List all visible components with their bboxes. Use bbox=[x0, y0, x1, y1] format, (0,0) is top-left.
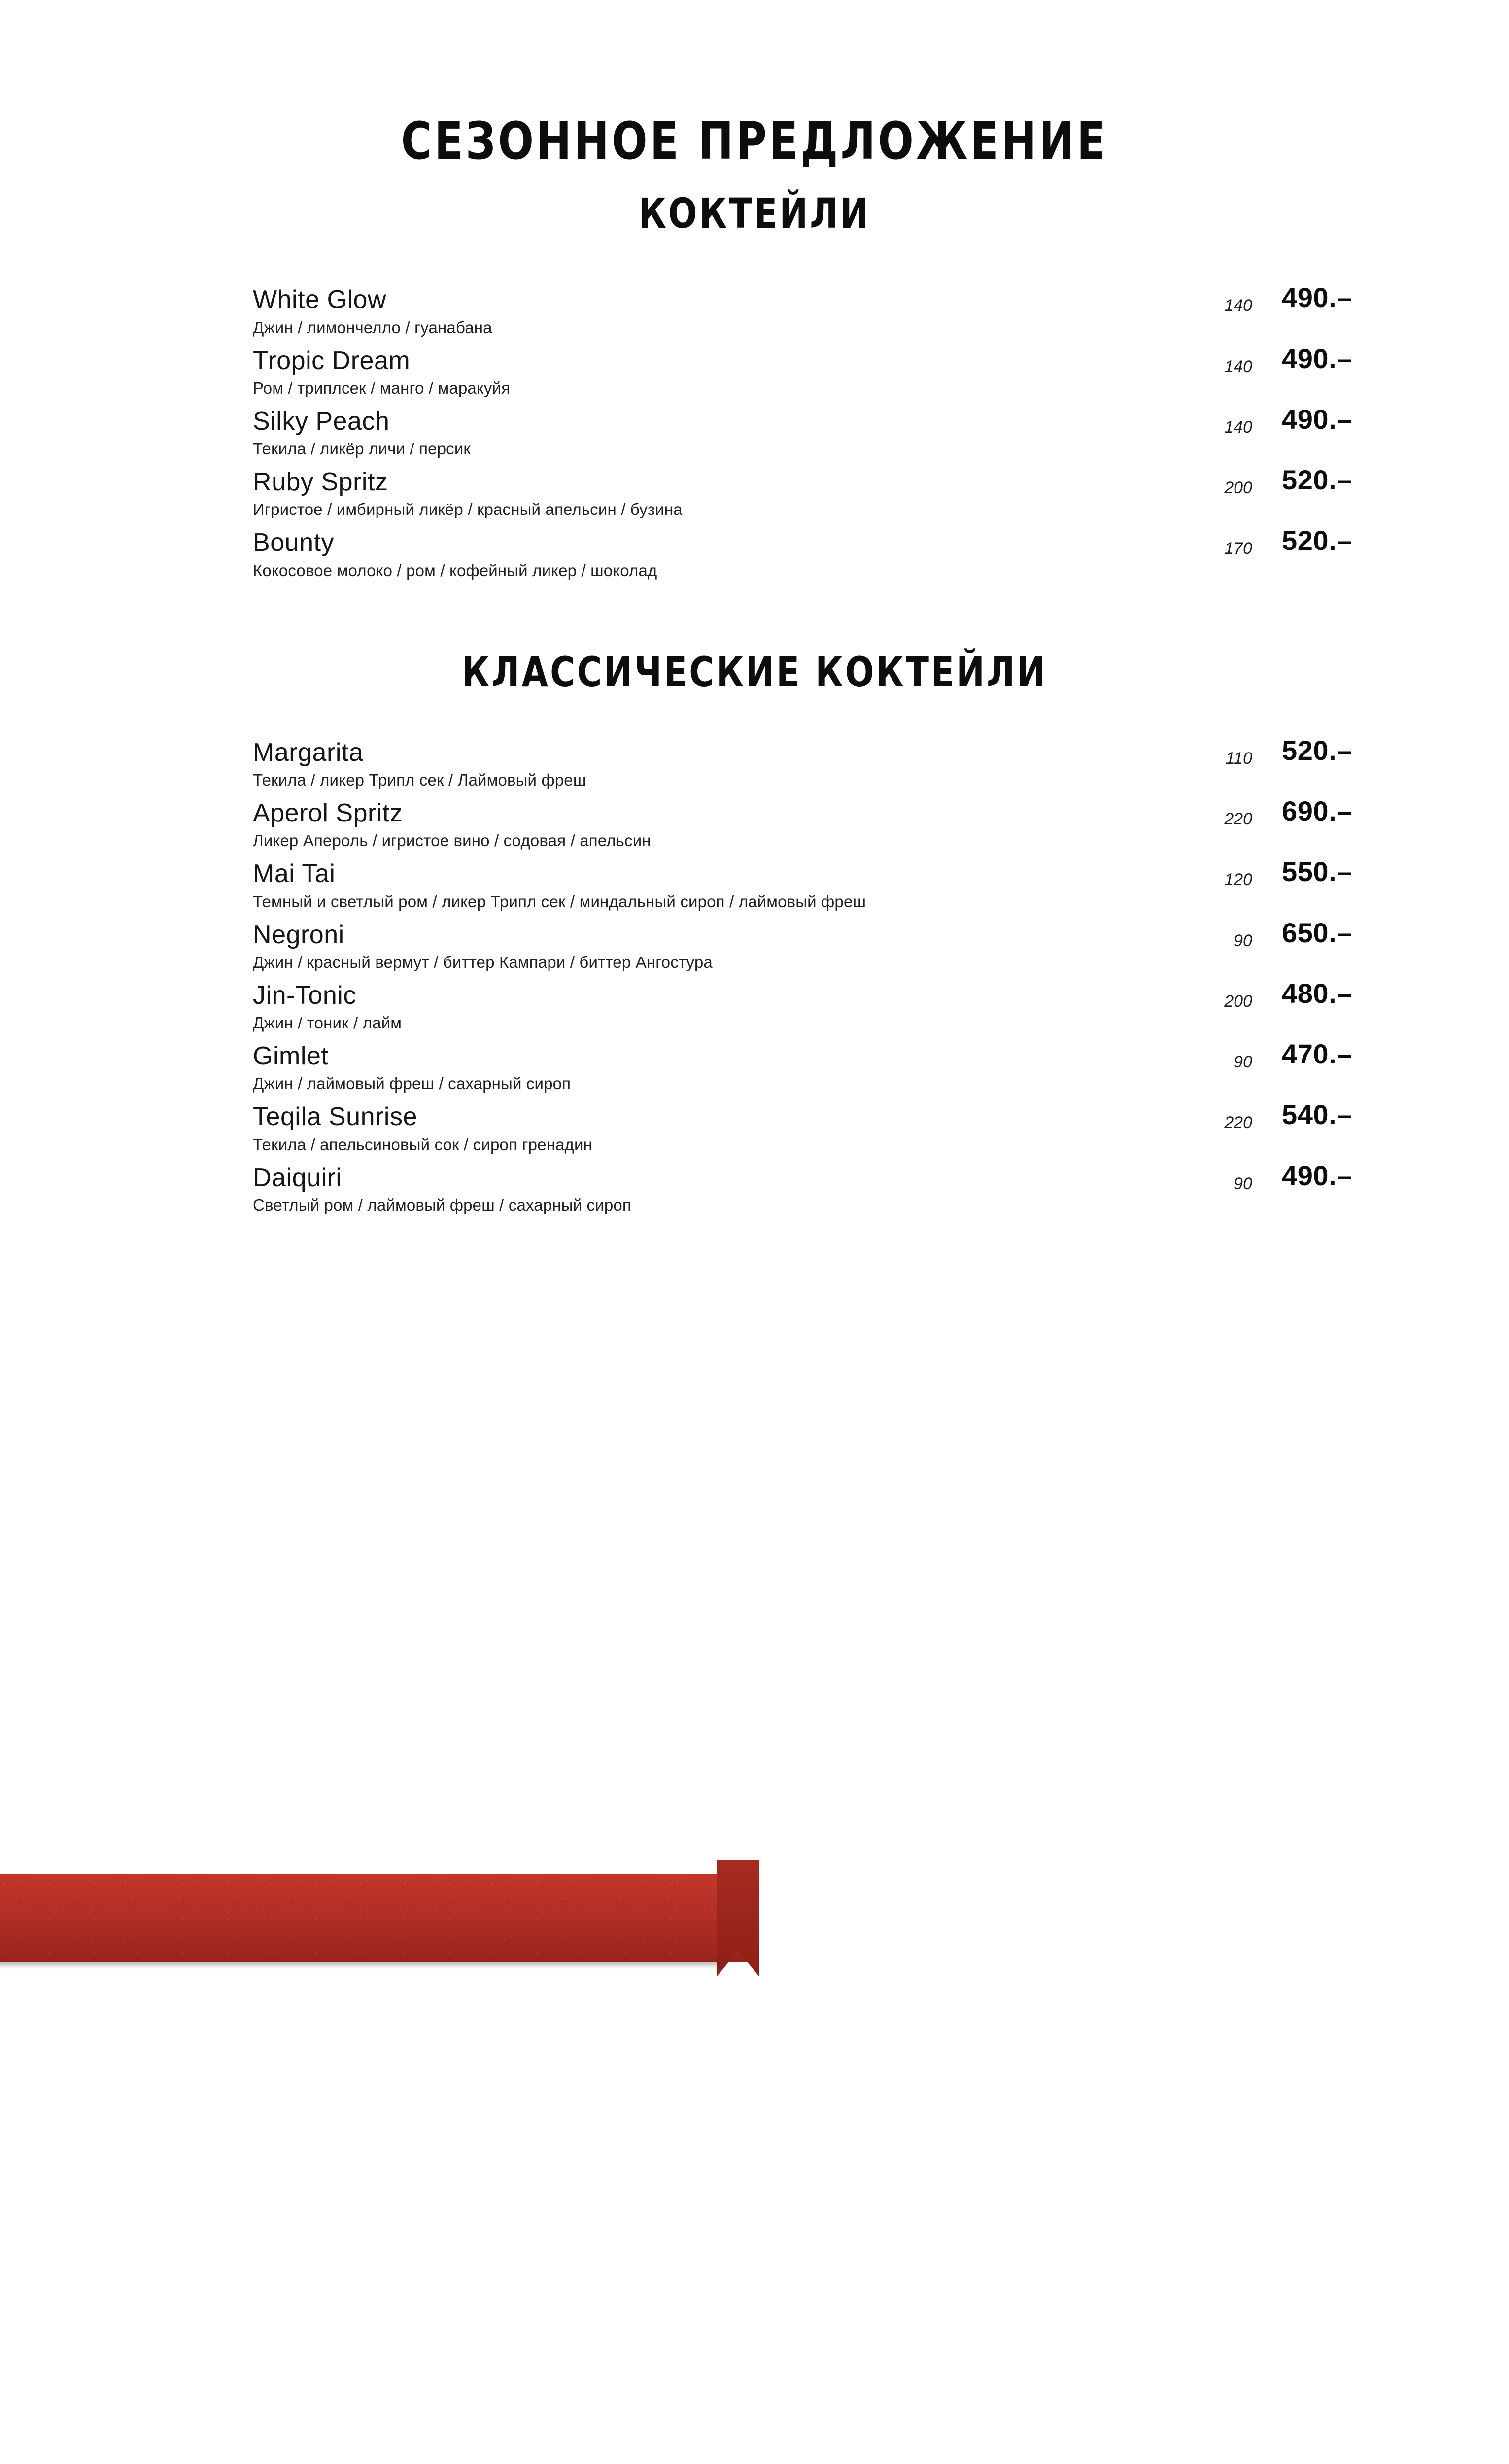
menu-item-price: 540.– bbox=[1282, 1099, 1352, 1130]
menu-item-name: Daiquiri bbox=[253, 1163, 342, 1192]
menu-item-volume: 200 bbox=[1224, 479, 1252, 498]
menu-item-price: 480.– bbox=[1282, 977, 1352, 1009]
ribbon-band bbox=[0, 1874, 749, 1962]
menu-item-volume: 220 bbox=[1224, 810, 1252, 829]
menu-item-description: Светлый ром / лаймовый фреш / сахарный сироп bbox=[253, 1196, 631, 1214]
menu-item bbox=[253, 978, 1400, 1034]
menu-item bbox=[253, 735, 1400, 791]
menu-item-volume: 170 bbox=[1224, 539, 1252, 558]
menu-item-volume: 140 bbox=[1224, 417, 1252, 437]
classic-cocktails-list bbox=[109, 694, 1400, 1216]
menu-item-price: 650.– bbox=[1282, 917, 1352, 948]
red-ribbon-decoration bbox=[0, 1860, 774, 1976]
menu-item-name: Ruby Spritz bbox=[253, 468, 388, 497]
menu-item-volume: 90 bbox=[1234, 931, 1252, 950]
menu-item-head bbox=[253, 404, 1400, 437]
menu-item-description: Текила / ликёр личи / персик bbox=[253, 440, 471, 458]
menu-item-description: Ликер Апероль / игристое вино / содовая / апельсин bbox=[253, 831, 651, 850]
menu-item bbox=[253, 796, 1400, 852]
menu-item-price: 550.– bbox=[1282, 856, 1352, 888]
menu-item bbox=[253, 282, 1400, 338]
seasonal-cocktails-list bbox=[109, 235, 1400, 581]
menu-item-description: Ром / триплсек / манго / маракуйя bbox=[253, 378, 511, 397]
section-title-classic-cocktails: КЛАССИЧЕСКИЕ КОКТЕЙЛИ bbox=[461, 648, 1048, 696]
menu-item-price: 490.– bbox=[1282, 342, 1352, 374]
menu-item-description: Игристое / имбирный ликёр / красный апельсин / бузина bbox=[253, 500, 683, 519]
menu-item-head bbox=[253, 1161, 1400, 1193]
page-title: СЕЗОННОЕ ПРЕДЛОЖЕНИЕ bbox=[401, 111, 1108, 171]
menu-item-description: Текила / апельсиновый сок / сироп гренадин bbox=[253, 1135, 592, 1154]
menu-item-volume: 140 bbox=[1224, 296, 1252, 315]
menu-item-price: 520.– bbox=[1282, 464, 1352, 496]
menu-item-description: Джин / красный вермут / биттер Кампари / биттер Ангостура bbox=[253, 953, 713, 971]
menu-item-volume: 200 bbox=[1224, 992, 1252, 1011]
menu-item-head bbox=[253, 735, 1400, 768]
menu-item bbox=[253, 1161, 1400, 1216]
ribbon-shadow bbox=[0, 1962, 720, 1969]
menu-item-price: 520.– bbox=[1282, 525, 1352, 556]
menu-item-name: Mai Tai bbox=[253, 859, 336, 889]
menu-item bbox=[253, 1099, 1400, 1155]
menu-item bbox=[253, 465, 1400, 520]
menu-item-head bbox=[253, 1039, 1400, 1071]
menu-item-description: Темный и светлый ром / ликер Трипл сек / миндальный сироп / лаймовый фреш bbox=[253, 892, 866, 911]
menu-item-head bbox=[253, 525, 1400, 558]
menu-item-name: Gimlet bbox=[253, 1042, 329, 1071]
menu-item-name: White Glow bbox=[253, 285, 387, 314]
menu-item-head bbox=[253, 282, 1400, 315]
menu-item-volume: 90 bbox=[1234, 1174, 1252, 1193]
menu-item-description: Джин / тоник / лайм bbox=[253, 1014, 402, 1032]
menu-item bbox=[253, 856, 1400, 912]
menu-item-description: Джин / лимончелло / гуанабана bbox=[253, 318, 492, 337]
menu-item-name: Aperol Spritz bbox=[253, 799, 403, 828]
menu-item-head bbox=[253, 918, 1400, 950]
menu-item-description: Кокосовое молоко / ром / кофейный ликер / шоколад bbox=[253, 561, 657, 580]
menu-item-description: Джин / лаймовый фреш / сахарный сироп bbox=[253, 1074, 571, 1093]
menu-item-head bbox=[253, 978, 1400, 1011]
menu-item-description: Текила / ликер Трипл сек / Лаймовый фреш bbox=[253, 771, 586, 789]
menu-item-price: 470.– bbox=[1282, 1038, 1352, 1070]
menu-item-head bbox=[253, 343, 1400, 376]
menu-item-volume: 220 bbox=[1224, 1113, 1252, 1132]
menu-item-volume: 140 bbox=[1224, 357, 1252, 376]
menu-item bbox=[253, 1039, 1400, 1095]
menu-item-name: Bounty bbox=[253, 528, 335, 557]
menu-item-volume: 110 bbox=[1225, 749, 1252, 768]
menu-item-price: 520.– bbox=[1282, 734, 1352, 766]
menu-item bbox=[253, 918, 1400, 973]
menu-item-name: Negroni bbox=[253, 920, 344, 949]
menu-item-head bbox=[253, 856, 1400, 889]
menu-item-name: Jin-Tonic bbox=[253, 981, 356, 1010]
menu-item-name: Silky Peach bbox=[253, 407, 390, 436]
menu-item-head bbox=[253, 1099, 1400, 1132]
menu-item-name: Tropic Dream bbox=[253, 346, 411, 375]
menu-item-head bbox=[253, 796, 1400, 828]
menu-item bbox=[253, 404, 1400, 460]
menu-item-price: 490.– bbox=[1282, 282, 1352, 313]
menu-item bbox=[253, 525, 1400, 581]
menu-item-price: 690.– bbox=[1282, 795, 1352, 827]
menu-item-price: 490.– bbox=[1282, 1160, 1352, 1191]
menu-item-head bbox=[253, 465, 1400, 497]
menu-item-volume: 90 bbox=[1234, 1053, 1252, 1072]
section-subtitle-cocktails: КОКТЕЙЛИ bbox=[638, 189, 871, 238]
menu-item-name: Margarita bbox=[253, 738, 364, 767]
menu-item bbox=[253, 343, 1400, 399]
menu-item-volume: 120 bbox=[1224, 870, 1252, 890]
menu-item-name: Teqila Sunrise bbox=[253, 1102, 417, 1131]
menu-item-price: 490.– bbox=[1282, 403, 1352, 435]
